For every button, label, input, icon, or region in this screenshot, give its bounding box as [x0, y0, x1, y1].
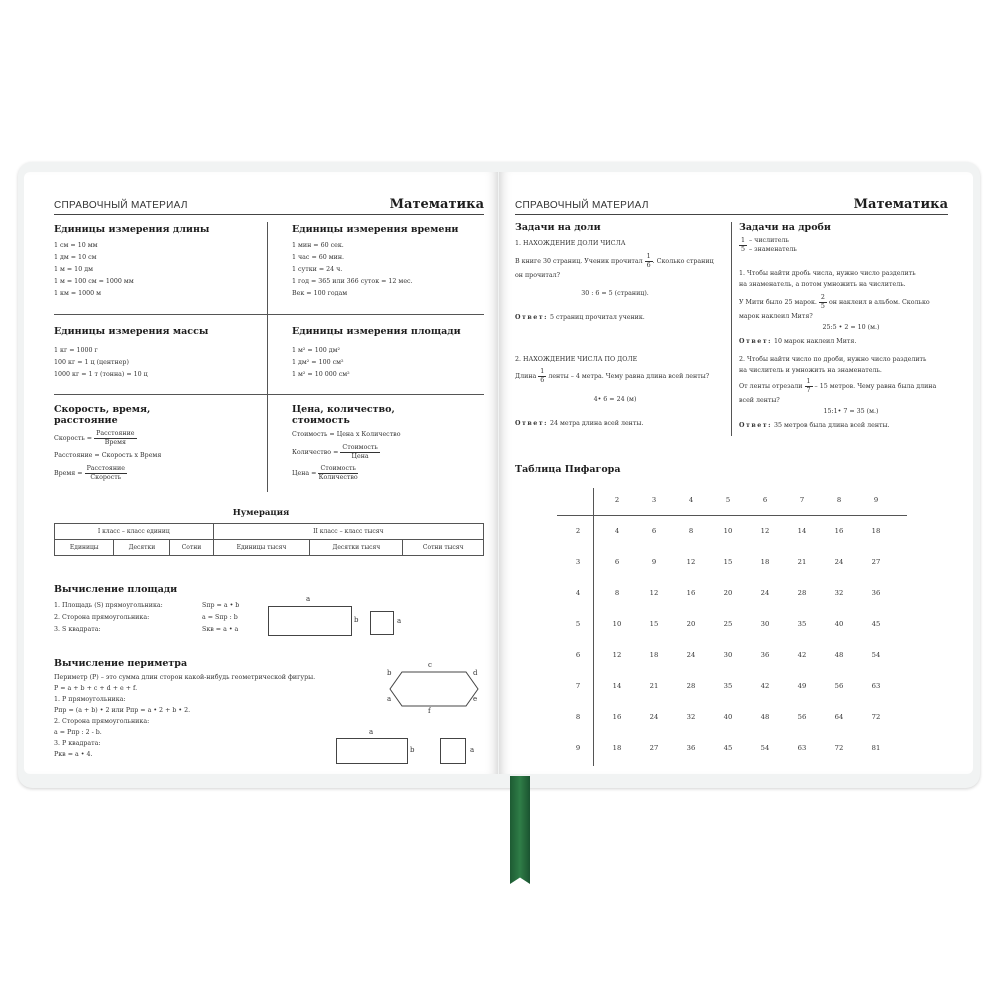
figure-label: b: [410, 746, 415, 754]
fractions-rule1: 1. Чтобы найти дробь числа, нужно число разделить на знаменатель, а потом умножить на числитель.: [739, 270, 916, 288]
pythagoras-title: Таблица Пифагора: [515, 464, 621, 475]
table-cell: 10: [612, 620, 622, 628]
table-cell: 18: [871, 527, 881, 535]
numeration-cell: Сотни тысяч: [403, 540, 484, 556]
page-header: [515, 192, 948, 215]
table-cell: 49: [797, 682, 807, 690]
shares-title: Задачи на доли: [515, 222, 601, 233]
table-header-cell: 3: [651, 496, 657, 504]
table-cell: 72: [834, 744, 844, 752]
numeration-cell: Единицы: [55, 540, 114, 556]
table-cell: 30: [723, 651, 733, 659]
figure-label: a: [369, 728, 374, 736]
table-row-label: 5: [575, 620, 581, 628]
table-cell: 16: [612, 713, 622, 721]
table-cell: 54: [760, 744, 770, 752]
rectangle-figure: [268, 606, 352, 636]
table-cell: 48: [834, 651, 844, 659]
bookmark-ribbon: [510, 776, 530, 884]
table-cell: 9: [651, 558, 657, 566]
table-cell: 30: [760, 620, 770, 628]
table-header-cell: 5: [725, 496, 731, 504]
table-cell: 14: [797, 527, 807, 535]
table-header-cell: 9: [873, 496, 879, 504]
left-page: [24, 172, 498, 774]
numeration-table: [54, 523, 484, 556]
figure-label: c: [428, 661, 432, 669]
table-cell: 8: [688, 527, 694, 535]
length-list: 1 см = 10 мм 1 дм = 10 см 1 м = 10 дм 1 м = 100 см = 1000 мм 1 км = 1000 м: [54, 242, 134, 297]
table-cell: 24: [649, 713, 659, 721]
price-title: Цена, количество, стоимость: [292, 404, 395, 426]
square-figure: [440, 738, 466, 764]
fractions-problem2: От ленты отрезали $\frac{1}{7}$ – 15 метров. Чему равна была длина всей ленты?: [739, 378, 937, 404]
fraction-definition: $\frac{1}{5}$ – числитель – знаменатель: [741, 236, 797, 253]
table-cell: 24: [686, 651, 696, 659]
fractions-answer1: Ответ: 10 марок наклеил Митя.: [739, 338, 857, 345]
figure-label: f: [428, 707, 431, 715]
table-row-label: 3: [575, 558, 581, 566]
mass-title: Единицы измерения массы: [54, 326, 209, 337]
table-cell: 72: [871, 713, 881, 721]
table-cell: 14: [612, 682, 622, 690]
table-cell: 15: [723, 558, 733, 566]
shares-problem1: В книге 30 страниц. Ученик прочитал $\frac{1}{6}$ . Сколько страниц он прочитал?: [515, 253, 714, 279]
table-header-cell: 4: [688, 496, 694, 504]
table-cell: 18: [760, 558, 770, 566]
grid-divider: [267, 222, 268, 492]
table-cell: 16: [834, 527, 844, 535]
table-cell: 63: [871, 682, 881, 690]
table-cell: 63: [797, 744, 807, 752]
page-header: [54, 192, 484, 215]
table-cell: 27: [649, 744, 659, 752]
time-list: 1 мин = 60 сек. 1 час = 60 мин. 1 сутки = 24 ч. 1 год = 365 или 366 суток = 12 мес. Век = 100 годам: [292, 242, 413, 297]
table-row-label: 7: [575, 682, 581, 690]
numeration-cell: Сотни: [170, 540, 213, 556]
table-cell: 6: [651, 527, 657, 535]
table-cell: 18: [612, 744, 622, 752]
shares-calc2: 4• 6 = 24 (м): [593, 396, 637, 403]
right-page: [499, 172, 973, 774]
fractions-problem1: У Мити было 25 марок. $\frac{2}{5}$ он наклеил в альбом. Сколько марок наклеил Митя?: [739, 294, 930, 320]
table-cell: 45: [871, 620, 881, 628]
table-cell: 8: [614, 589, 620, 597]
table-cell: 24: [834, 558, 844, 566]
shares-problem2: Длина $\frac{1}{6}$ ленты – 4 метра. Чему равна длина всей ленты?: [515, 368, 710, 384]
figure-label: b: [387, 669, 392, 677]
table-cell: 40: [834, 620, 844, 628]
table-cell: 45: [723, 744, 733, 752]
figure-label: e: [473, 695, 478, 703]
table-row-label: 2: [575, 527, 581, 535]
area-calc-title: Вычисление площади: [54, 584, 178, 595]
grid-divider: [54, 394, 484, 395]
figure-label: a: [397, 617, 402, 625]
table-cell: 56: [834, 682, 844, 690]
table-cell: 35: [723, 682, 733, 690]
table-cell: 27: [871, 558, 881, 566]
table-cell: 36: [686, 744, 696, 752]
price-formulas: Стоимость = Цена x Количество Количество = $\frac{\text{Стоимость}}{\text{Цена}}$ Цена = $\frac{\text{Стоимость}}{\text{Количество}}$: [292, 431, 401, 481]
numeration-cell: Десятки: [114, 540, 170, 556]
header-subtitle: СПРАВОЧНЫЙ МАТЕРИАЛ: [54, 200, 188, 211]
table-cell: 48: [760, 713, 770, 721]
numeration-cell: Единицы тысяч: [213, 540, 310, 556]
square-figure: [370, 611, 394, 635]
table-cell: 6: [614, 558, 620, 566]
table-cell: 42: [797, 651, 807, 659]
figure-label: b: [354, 616, 359, 624]
table-cell: 4: [614, 527, 620, 535]
speed-title: Скорость, время, расстояние: [54, 404, 151, 426]
table-cell: 20: [723, 589, 733, 597]
table-cell: 10: [723, 527, 733, 535]
class-units-header: I класс – класс единиц: [55, 524, 214, 540]
table-cell: 40: [723, 713, 733, 721]
area-units-title: Единицы измерения площади: [292, 326, 461, 337]
header-title: Математика: [389, 197, 484, 212]
table-row-label: 4: [575, 589, 581, 597]
rectangle-figure: [336, 738, 408, 764]
header-subtitle: СПРАВОЧНЫЙ МАТЕРИАЛ: [515, 200, 649, 211]
class-thousands-header: II класс – класс тысяч: [213, 524, 483, 540]
table-cell: 36: [760, 651, 770, 659]
shares-sub2: 2. НАХОЖДЕНИЕ ЧИСЛА ПО ДОЛЕ: [515, 356, 638, 363]
perimeter-text: Периметр (P) – это сумма длин сторон какой-нибудь геометрической фигуры. P = a + b + c + d + e + f. 1. P прямоугольника: Pпр = (a + b) • 2 или Pпр = a • 2 + b • 2. 2. Сторона прямоугольника: a = Pпр : 2 - b. 3. P квадрата: Pкв = a • 4.: [54, 674, 316, 758]
shares-calc1: 30 : 6 = 5 (страниц).: [581, 290, 649, 297]
table-cell: 12: [649, 589, 659, 597]
table-cell: 35: [797, 620, 807, 628]
length-title: Единицы измерения длины: [54, 224, 210, 235]
figure-label: d: [473, 669, 478, 677]
table-header-cell: 2: [614, 496, 620, 504]
table-cell: 15: [649, 620, 659, 628]
shares-sub1: 1. НАХОЖДЕНИЕ ДОЛИ ЧИСЛА: [515, 240, 626, 247]
table-cell: 42: [760, 682, 770, 690]
table-row-label: 8: [575, 713, 581, 721]
numeration-title: Нумерация: [232, 508, 290, 518]
shares-answer2: Ответ: 24 метра длина всей ленты.: [515, 420, 644, 427]
speed-formulas: Скорость = $\frac{\text{Расстояние}}{\text{Время}}$ Расстояние = Скорость x Время Время = $\frac{\text{Расстояние}}{\text{Скорость}}$: [54, 430, 162, 481]
table-cell: 12: [760, 527, 770, 535]
table-cell: 20: [686, 620, 696, 628]
table-header-cell: 6: [762, 496, 768, 504]
table-cell: 81: [871, 744, 881, 752]
table-cell: 54: [871, 651, 881, 659]
table-axis-vertical: [593, 488, 594, 766]
table-cell: 28: [797, 589, 807, 597]
perimeter-title: Вычисление периметра: [54, 658, 188, 669]
table-cell: 16: [686, 589, 696, 597]
table-cell: 21: [797, 558, 807, 566]
table-header-cell: 7: [799, 496, 805, 504]
table-cell: 64: [834, 713, 844, 721]
table-header-cell: 8: [836, 496, 842, 504]
table-cell: 25: [723, 620, 733, 628]
table-cell: 32: [686, 713, 696, 721]
figure-label: a: [306, 595, 311, 603]
grid-divider: [54, 314, 484, 315]
table-cell: 28: [686, 682, 696, 690]
table-cell: 12: [612, 651, 622, 659]
fractions-answer2: Ответ: 35 метров была длина всей ленты.: [739, 422, 890, 429]
figure-label: a: [387, 695, 392, 703]
table-cell: 56: [797, 713, 807, 721]
area-calc-text: 1. Площадь (S) прямоугольника: 2. Сторона прямоугольника: 3. S квадрата:: [54, 602, 163, 633]
time-title: Единицы измерения времени: [292, 224, 459, 235]
area-calc-formulas: Sпр = a • b a = Sпр : b Sкв = a • a: [202, 602, 240, 633]
table-axis-horizontal: [557, 515, 907, 516]
table-cell: 32: [834, 589, 844, 597]
table-row-label: 6: [575, 651, 581, 659]
table-cell: 36: [871, 589, 881, 597]
shares-answer1: Ответ: 5 страниц прочитал ученик.: [515, 314, 645, 321]
area-units-list: 1 м² = 100 дм² 1 дм² = 100 см² 1 м² = 10 000 см²: [292, 347, 350, 378]
fractions-rule2: 2. Чтобы найти число по дроби, нужно число разделить на числитель и умножить на знаменатель.: [739, 356, 927, 374]
fractions-calc1: 25:5 • 2 = 10 (м.): [822, 324, 880, 331]
header-title: Математика: [853, 197, 948, 212]
table-row-label: 9: [575, 744, 581, 752]
table-cell: 12: [686, 558, 696, 566]
table-cell: 24: [760, 589, 770, 597]
fractions-title: Задачи на дроби: [739, 222, 831, 233]
mass-list: 1 кг = 1000 г 100 кг = 1 ц (центнер) 1000 кг = 1 т (тонна) = 10 ц: [54, 347, 148, 378]
table-cell: 21: [649, 682, 659, 690]
fractions-calc2: 15:1• 7 = 35 (м.): [823, 408, 879, 415]
hexagon-figure: [384, 662, 484, 718]
figure-label: a: [470, 746, 475, 754]
numeration-cell: Десятки тысяч: [310, 540, 403, 556]
table-cell: 18: [649, 651, 659, 659]
